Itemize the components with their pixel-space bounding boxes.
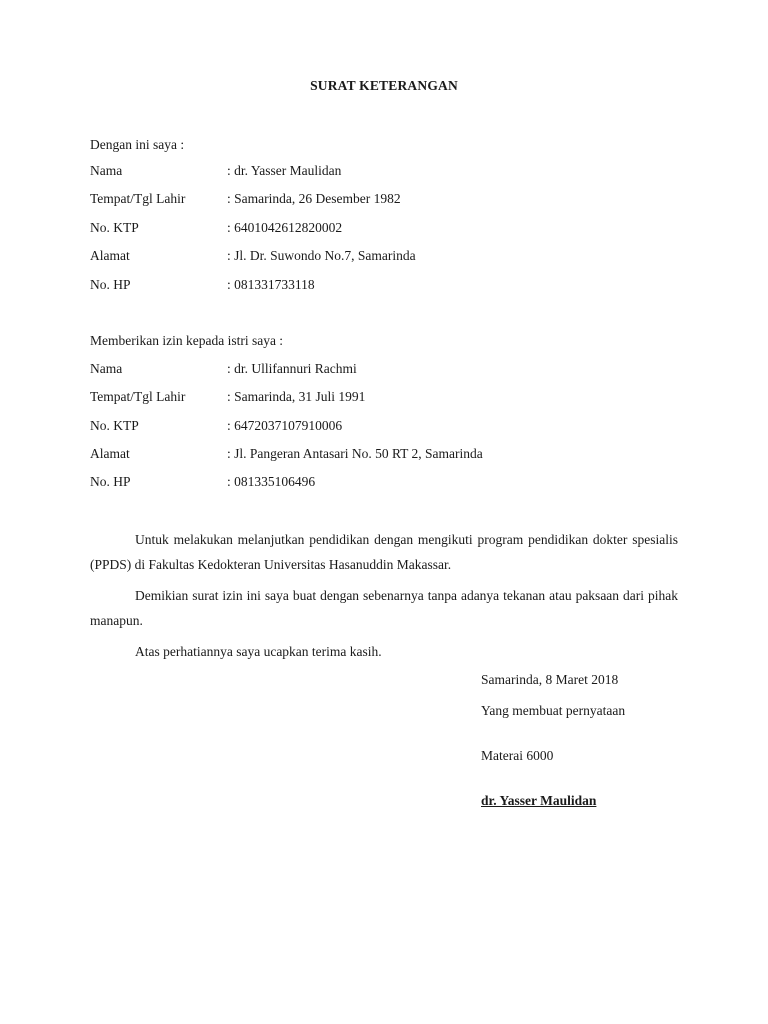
declarant-phone-label: No. HP bbox=[90, 277, 131, 292]
declarant-ktp-label: No. KTP bbox=[90, 220, 139, 235]
declarant-birth-label: Tempat/Tgl Lahir bbox=[90, 191, 186, 206]
permission-intro-line: Memberikan izin kepada istri saya : bbox=[90, 333, 284, 348]
spouse-ktp-value: : 6472037107910006 bbox=[227, 418, 343, 433]
declarant-birth-value: : Samarinda, 26 Desember 1982 bbox=[227, 191, 401, 206]
declarant-ktp-value: : 6401042612820002 bbox=[227, 220, 343, 235]
spouse-birth-label: Tempat/Tgl Lahir bbox=[90, 389, 186, 404]
spouse-phone-value: : 081335106496 bbox=[227, 474, 316, 489]
declarant-name-value: : dr. Yasser Maulidan bbox=[227, 163, 342, 178]
document-title: SURAT KETERANGAN bbox=[310, 78, 458, 93]
closing-paragraph: Atas perhatiannya saya ucapkan terima kasih. bbox=[135, 644, 382, 659]
declaration-paragraph: Demikian surat izin ini saya buat dengan sebenarnya tanpa adanya tekanan atau paksaan dari pihak manapun. bbox=[90, 588, 678, 628]
declarant-address-value: : Jl. Dr. Suwondo No.7, Samarinda bbox=[227, 248, 416, 263]
declarant-name-label: Nama bbox=[90, 163, 123, 178]
declarant-address-label: Alamat bbox=[90, 248, 130, 263]
maker-label: Yang membuat pernyataan bbox=[481, 703, 626, 718]
place-date: Samarinda, 8 Maret 2018 bbox=[481, 672, 619, 687]
stamp-note: Materai 6000 bbox=[481, 748, 554, 763]
spouse-birth-value: : Samarinda, 31 Juli 1991 bbox=[227, 389, 366, 404]
spouse-address-label: Alamat bbox=[90, 446, 130, 461]
spouse-name-label: Nama bbox=[90, 361, 123, 376]
intro-line: Dengan ini saya : bbox=[90, 137, 185, 152]
signatory-name: dr. Yasser Maulidan bbox=[481, 793, 597, 808]
spouse-address-value: : Jl. Pangeran Antasari No. 50 RT 2, Samarinda bbox=[227, 446, 483, 461]
declarant-phone-value: : 081331733118 bbox=[227, 277, 315, 292]
spouse-name-value: : dr. Ullifannuri Rachmi bbox=[227, 361, 357, 376]
purpose-paragraph: Untuk melakukan melanjutkan pendidikan dengan mengikuti program pendidikan dokter spesialis (PPDS) di Fakultas Kedokteran Universitas Hasanuddin Makassar. bbox=[90, 532, 678, 572]
spouse-ktp-label: No. KTP bbox=[90, 418, 139, 433]
spouse-phone-label: No. HP bbox=[90, 474, 131, 489]
